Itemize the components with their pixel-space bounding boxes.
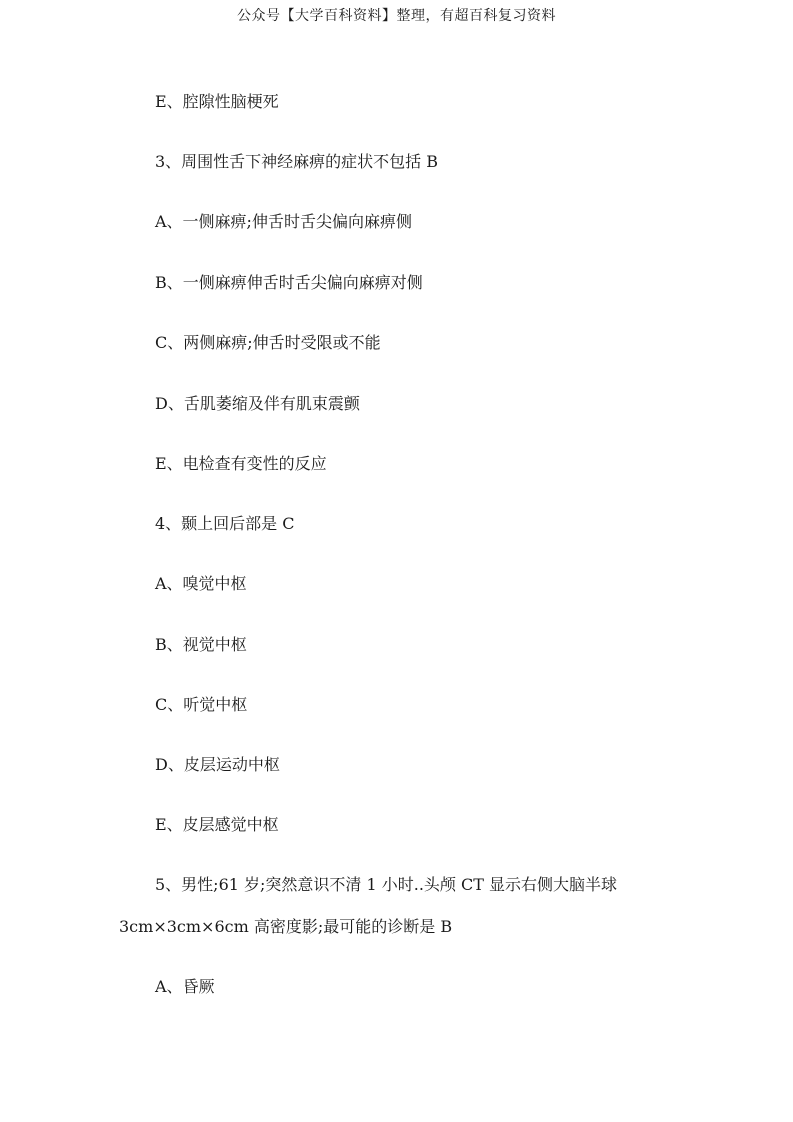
question-4-option-d: D、皮层运动中枢 — [155, 755, 280, 774]
question-3-option-c: C、两侧麻痹;伸舌时受限或不能 — [155, 333, 381, 352]
question-5-continuation: 3cm×3cm×6cm 高密度影;最可能的诊断是 B — [119, 917, 453, 936]
question-5-option-a: A、昏厥 — [155, 977, 215, 996]
question-4-option-e: E、皮层感觉中枢 — [155, 815, 279, 834]
question-3-option-e: E、电检查有变性的反应 — [155, 454, 327, 473]
question-5: 5、男性;61 岁;突然意识不清 1 小时..头颅 CT 显示右侧大脑半球 — [155, 875, 618, 894]
option-e-lacunar-infarction: E、腔隙性脑梗死 — [155, 92, 279, 111]
question-4-option-b: B、视觉中枢 — [155, 635, 247, 654]
question-4-option-a: A、嗅觉中枢 — [155, 574, 247, 593]
question-3-option-d: D、舌肌萎缩及伴有肌束震颤 — [155, 394, 360, 413]
question-3-option-a: A、一侧麻痹;伸舌时舌尖偏向麻痹侧 — [155, 212, 412, 231]
question-4-option-c: C、听觉中枢 — [155, 695, 248, 714]
question-4: 4、颞上回后部是 C — [155, 514, 295, 533]
question-3-option-b: B、一侧麻痹伸舌时舌尖偏向麻痹对侧 — [155, 273, 423, 292]
question-3: 3、周围性舌下神经麻痹的症状不包括 B — [155, 152, 439, 171]
page-header: 公众号【大学百科资料】整理，有超百科复习资料 — [237, 8, 556, 24]
